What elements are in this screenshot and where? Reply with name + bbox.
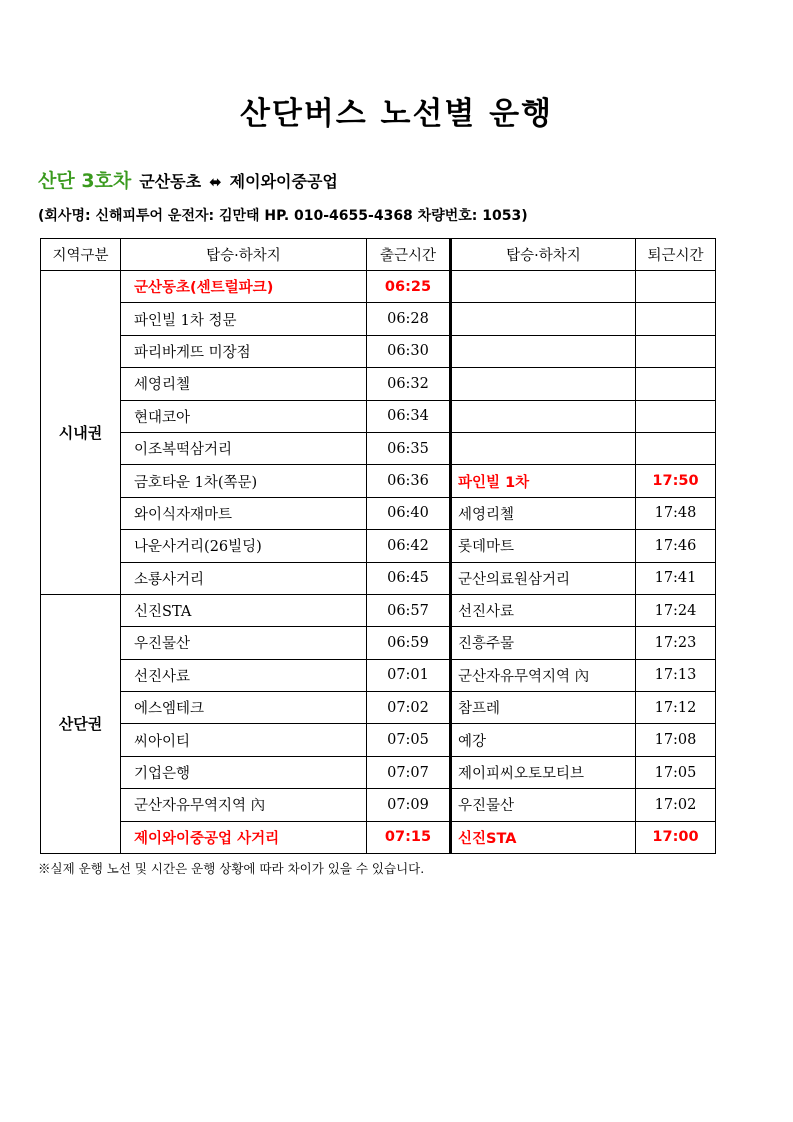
return-time-cell — [636, 432, 716, 464]
return-time-cell: 17:13 — [636, 659, 716, 691]
operator-info: (회사명: 신해피투어 운전자: 김만태 HP. 010-4655-4368 차량번호: 1053) — [38, 208, 528, 224]
double-arrow-icon: ⬌ — [209, 173, 222, 191]
depart-time-cell: 06:40 — [367, 497, 451, 529]
return-time-cell: 17:23 — [636, 627, 716, 659]
table-row — [41, 465, 716, 497]
return-stop-cell: 참프레 — [451, 692, 636, 724]
table-row — [41, 627, 716, 659]
return-time-cell: 17:46 — [636, 530, 716, 562]
table-row — [41, 303, 716, 335]
depart-time-cell: 06:36 — [367, 465, 451, 497]
page-title: 산단버스 노선별 운행 — [239, 96, 554, 132]
disclaimer-note: ※실제 운행 노선 및 시간은 운행 상황에 따라 차이가 있을 수 있습니다. — [38, 861, 425, 876]
return-stop-cell: 선진사료 — [451, 594, 636, 626]
depart-stop-cell: 기업은행 — [121, 756, 367, 788]
depart-stop-cell: 현대코아 — [121, 400, 367, 432]
schedule-table — [40, 238, 716, 854]
depart-stop-cell: 세영리첼 — [121, 368, 367, 400]
depart-time-cell: 06:45 — [367, 562, 451, 594]
return-time-cell: 17:48 — [636, 497, 716, 529]
header-depart-time: 출근시간 — [367, 239, 451, 271]
depart-time-cell: 06:34 — [367, 400, 451, 432]
depart-time-cell: 06:35 — [367, 432, 451, 464]
return-stop-cell: 우진물산 — [451, 789, 636, 821]
return-time-cell — [636, 400, 716, 432]
depart-time-cell: 06:59 — [367, 627, 451, 659]
depart-stop-cell: 신진STA — [121, 594, 367, 626]
route-line — [38, 166, 338, 193]
table-row — [41, 562, 716, 594]
table-row — [41, 335, 716, 367]
table-row — [41, 821, 716, 853]
depart-stop-cell: 에스엠테크 — [121, 692, 367, 724]
depart-stop-cell: 금호타운 1차(쪽문) — [121, 465, 367, 497]
table-header-row — [41, 239, 716, 271]
depart-time-cell: 06:57 — [367, 594, 451, 626]
return-time-cell: 17:08 — [636, 724, 716, 756]
table-row — [41, 724, 716, 756]
return-stop-cell — [451, 400, 636, 432]
depart-time-cell: 07:05 — [367, 724, 451, 756]
depart-stop-cell: 파인빌 1차 정문 — [121, 303, 367, 335]
schedule-body — [41, 271, 716, 854]
return-stop-cell — [451, 335, 636, 367]
region-cell: 산단권 — [41, 594, 121, 853]
depart-time-cell: 07:09 — [367, 789, 451, 821]
return-time-cell: 17:24 — [636, 594, 716, 626]
depart-stop-cell: 파리바게뜨 미장점 — [121, 335, 367, 367]
depart-time-cell: 07:02 — [367, 692, 451, 724]
return-stop-cell: 예강 — [451, 724, 636, 756]
depart-stop-cell: 씨아이티 — [121, 724, 367, 756]
table-row — [41, 594, 716, 626]
depart-stop-cell: 우진물산 — [121, 627, 367, 659]
return-time-cell: 17:05 — [636, 756, 716, 788]
return-stop-cell: 제이피씨오토모티브 — [451, 756, 636, 788]
return-stop-cell: 군산의료원삼거리 — [451, 562, 636, 594]
header-stop: 탑승·하차지 — [121, 239, 367, 271]
table-row — [41, 789, 716, 821]
route-destination: 제이와이중공업 — [229, 172, 338, 191]
depart-time-cell: 06:28 — [367, 303, 451, 335]
depart-stop-cell: 이조복떡삼거리 — [121, 432, 367, 464]
return-stop-cell — [451, 432, 636, 464]
return-time-cell — [636, 368, 716, 400]
depart-time-cell: 07:15 — [367, 821, 451, 853]
return-stop-cell — [451, 303, 636, 335]
return-stop-cell: 세영리첼 — [451, 497, 636, 529]
return-time-cell: 17:02 — [636, 789, 716, 821]
return-time-cell — [636, 303, 716, 335]
route-origin: 군산동초 — [139, 172, 202, 191]
table-row — [41, 659, 716, 691]
table-row — [41, 368, 716, 400]
return-time-cell: 17:00 — [636, 821, 716, 853]
return-stop-cell: 신진STA — [451, 821, 636, 853]
table-row — [41, 692, 716, 724]
depart-time-cell: 06:42 — [367, 530, 451, 562]
table-row — [41, 756, 716, 788]
depart-stop-cell: 나운사거리(26빌딩) — [121, 530, 367, 562]
depart-stop-cell: 군산자유무역지역 內 — [121, 789, 367, 821]
region-cell: 시내권 — [41, 271, 121, 595]
header-return-stop: 탑승·하차지 — [451, 239, 636, 271]
depart-stop-cell: 선진사료 — [121, 659, 367, 691]
route-code: 산단 3호차 — [38, 170, 132, 192]
return-time-cell: 17:41 — [636, 562, 716, 594]
depart-time-cell: 06:30 — [367, 335, 451, 367]
return-time-cell: 17:50 — [636, 465, 716, 497]
table-row — [41, 432, 716, 464]
table-row — [41, 271, 716, 303]
return-stop-cell: 파인빌 1차 — [451, 465, 636, 497]
return-stop-cell: 군산자유무역지역 內 — [451, 659, 636, 691]
return-stop-cell — [451, 271, 636, 303]
return-stop-cell: 롯데마트 — [451, 530, 636, 562]
depart-time-cell: 07:07 — [367, 756, 451, 788]
depart-stop-cell: 제이와이중공업 사거리 — [121, 821, 367, 853]
table-row — [41, 497, 716, 529]
header-region: 지역구분 — [41, 239, 121, 271]
header-return-time: 퇴근시간 — [636, 239, 716, 271]
depart-time-cell: 07:01 — [367, 659, 451, 691]
depart-time-cell: 06:25 — [367, 271, 451, 303]
return-stop-cell — [451, 368, 636, 400]
table-row — [41, 530, 716, 562]
depart-stop-cell: 소룡사거리 — [121, 562, 367, 594]
table-row — [41, 400, 716, 432]
depart-time-cell: 06:32 — [367, 368, 451, 400]
return-stop-cell: 진흥주물 — [451, 627, 636, 659]
return-time-cell — [636, 271, 716, 303]
depart-stop-cell: 군산동초(센트럴파크) — [121, 271, 367, 303]
depart-stop-cell: 와이식자재마트 — [121, 497, 367, 529]
return-time-cell — [636, 335, 716, 367]
return-time-cell: 17:12 — [636, 692, 716, 724]
